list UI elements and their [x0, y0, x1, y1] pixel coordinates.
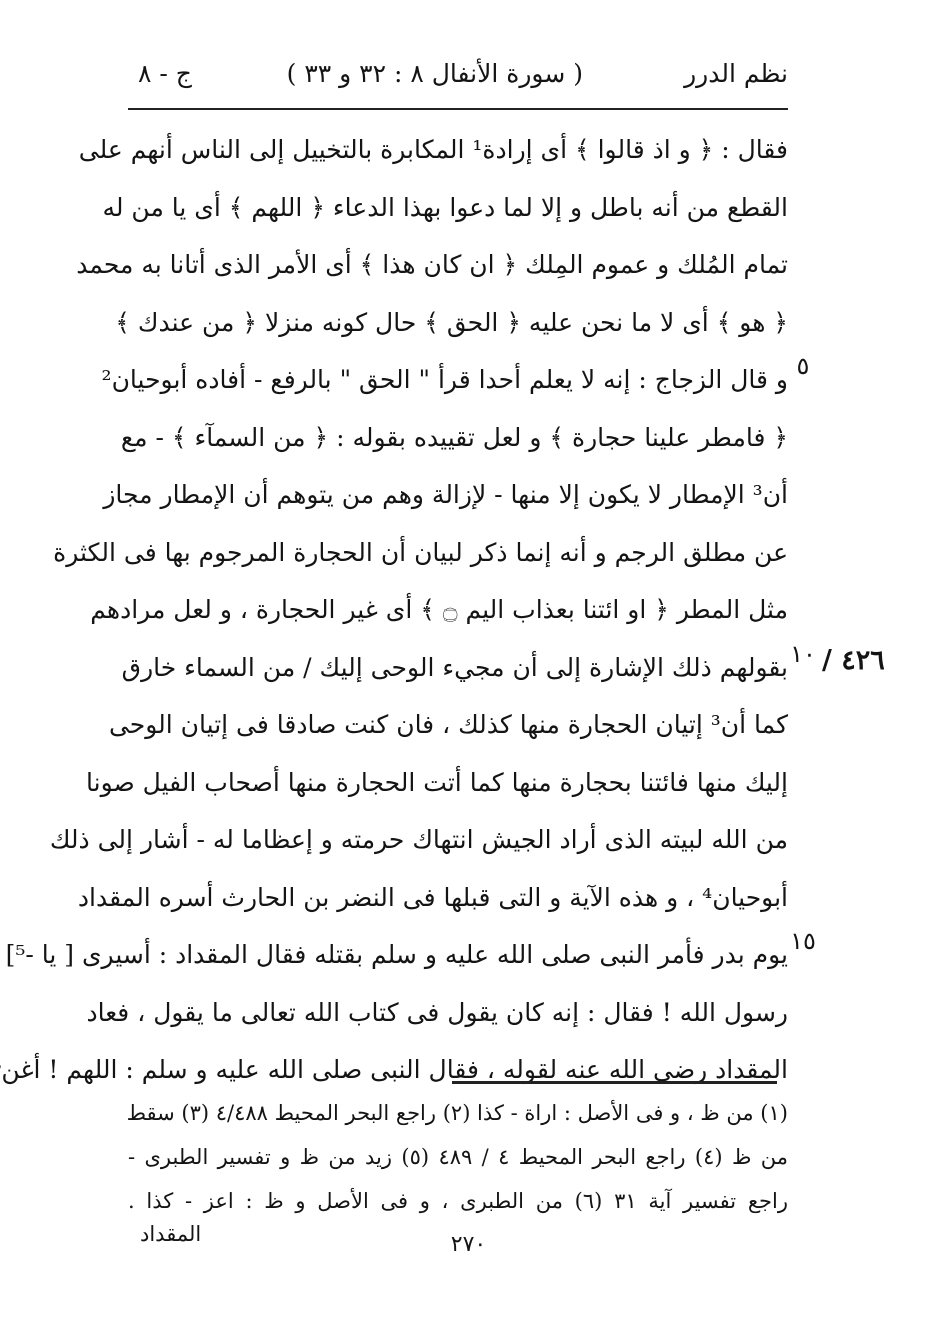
- page-number: ٢٧٠: [450, 1232, 487, 1257]
- line-number-5: ٥: [796, 352, 810, 380]
- text-line: و قال الزجاج : إنه لا يعلم أحدا قرأ " الحق " بالرفع - أفاده أبوحيان²: [101, 365, 788, 394]
- text-line: فقال : ﴿ و اذ قالوا ﴾ أى إرادة¹ المكابرة بالتخييل إلى الناس أنهم على: [78, 135, 788, 164]
- text-line: رسول الله ! فقال : إنه كان يقول فى كتاب الله تعالى ما يقول ، فعاد: [86, 997, 788, 1027]
- text-line: أن³ الإمطار لا يكون إلا منها - لإزالة وهم من يتوهم أن الإمطار مجاز: [103, 480, 788, 509]
- line-number-10: ١٠: [790, 640, 816, 668]
- text-line: القطع من أنه باطل و إلا لما دعوا بهذا الدعاء ﴿ اللهم ﴾ أى يا من له: [102, 192, 788, 222]
- surah-reference: ( سورة الأنفال ٨ : ٣٢ و ٣٣ ): [286, 59, 583, 88]
- text-line: ﴿ هو ﴾ أى لا ما نحن عليه ﴿ الحق ﴾ حال كونه منزلا ﴿ من عندك ﴾: [115, 307, 788, 337]
- text-line: كما أن³ إتيان الحجارة منها كذلك ، فان كنت صادقا فى إتيان الوحى: [108, 710, 788, 739]
- volume-marker: ج - ٨: [138, 59, 192, 88]
- running-header: [128, 55, 788, 105]
- footnote-line: (١) من ظ ، و فى الأصل : اراة - كذا (٢) راجع البحر المحيط ٤/٤٨٨ (٣) سقط: [126, 1101, 788, 1125]
- text-line: من الله لبيته الذى أراد الجيش انتهاك حرمته و إعظاما له - أشار إلى ذلك: [49, 825, 788, 854]
- manuscript-page-marker: ٤٢٦ /: [822, 645, 885, 676]
- footnotes: [128, 1092, 788, 1224]
- text-line: بقولهم ذلك الإشارة إلى أن مجيء الوحى إليك / من السماء خارق: [121, 652, 788, 682]
- text-line: مثل المطر ﴿ او ائتنا بعذاب اليم ۝ ﴾ أى غير الحجارة ، و لعل مرادهم: [90, 595, 788, 624]
- line-number-15: ١٥: [790, 927, 816, 955]
- footnote-line: راجع تفسير آية ٣١ (٦) من الطبرى ، و فى الأصل و ظ : اعز - كذا .: [128, 1189, 788, 1213]
- main-text: [1, 122, 788, 1100]
- catchword: المقداد: [140, 1222, 202, 1246]
- footnote-line: من ظ (٤) راجع البحر المحيط ٤ / ٤٨٩ (٥) زيد من ظ و تفسير الطبرى -: [128, 1145, 788, 1169]
- text-line: تمام المُلك و عموم المِلك ﴿ ان كان هذا ﴾ أى الأمر الذى أتانا به محمد: [76, 250, 788, 279]
- book-title: نظم الدرر: [684, 59, 788, 88]
- footnote-rule: [452, 1081, 777, 1084]
- text-line: أبوحيان⁴ ، و هذه الآية و التى قبلها فى النضر بن الحارث أسره المقداد: [77, 882, 788, 912]
- text-line: عن مطلق الرجم و أنه إنما ذكر لبيان أن الحجارة المرجوم بها فى الكثرة: [53, 537, 788, 567]
- text-line: يوم بدر فأمر النبى صلى الله عليه و سلم بقتله فقال المقداد : أسيرى [ يا -⁵]: [5, 940, 788, 969]
- text-line: ﴿ فامطر علينا حجارة ﴾ و لعل تقييده بقوله : ﴿ من السمآء ﴾ - مع: [120, 422, 788, 452]
- header-rule: [128, 108, 788, 110]
- text-line: إليك منها فائتنا بحجارة منها كما أتت الحجارة منها أصحاب الفيل صونا: [86, 767, 788, 797]
- text-line: المقداد رضى الله عنه لقوله ، فقال النبى صلى الله عليه و سلم : اللهم ! أغن: [1, 1055, 788, 1084]
